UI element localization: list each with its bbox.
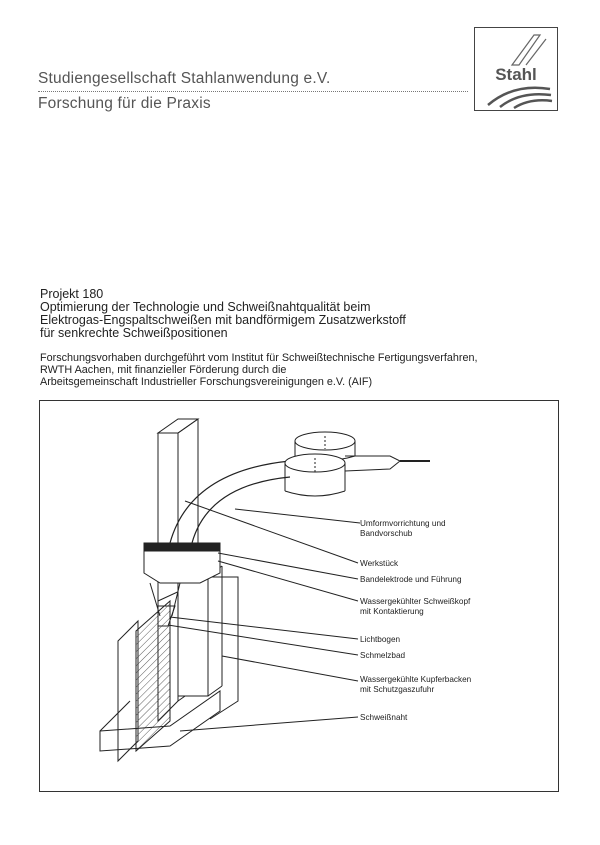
label-copper-jaws: Wassergekühlte Kupferbacken mit Schutzgaszufuhr xyxy=(360,675,472,694)
welding-diagram xyxy=(40,401,560,793)
header-divider xyxy=(38,91,468,92)
org-name: Studiengesellschaft Stahlanwendung e.V. xyxy=(38,70,331,87)
description-line: Arbeitsgemeinschaft Industrieller Forschungsvereinigungen e.V. (AIF) xyxy=(40,376,373,388)
project-title-line: Elektrogas-Engspaltschweißen mit bandförmigem Zusatzwerkstoff xyxy=(40,313,406,327)
project-title-line: Optimierung der Technologie und Schweißnahtqualität beim xyxy=(40,300,371,314)
label-workpiece: Werkstück xyxy=(360,559,399,568)
project-block xyxy=(40,288,406,340)
description-line: RWTH Aachen, mit finanzieller Förderung durch die xyxy=(40,364,287,376)
org-subtitle: Forschung für die Praxis xyxy=(38,95,211,112)
copper-jaw xyxy=(178,576,208,696)
description-block xyxy=(40,352,478,388)
stahl-logo xyxy=(474,27,558,111)
workpiece-left-plate xyxy=(118,621,138,761)
project-number: Projekt 180 xyxy=(40,287,104,301)
label-arc: Lichtbogen xyxy=(360,635,401,644)
label-band-electrode: Bandelektrode und Führung xyxy=(360,575,462,584)
label-weld-pool: Schmelzbad xyxy=(360,651,406,660)
figure-box xyxy=(39,400,559,792)
project-title-line: für senkrechte Schweißpositionen xyxy=(40,326,228,340)
label-welding-head: Wassergekühlter Schweißkopf mit Kontaktierung xyxy=(360,597,471,616)
description-line: Forschungsvorhaben durchgeführt vom Institut für Schweißtechnische Fertigungsverfahren, xyxy=(40,352,478,364)
label-forming-device: Umformvorrichtung und Bandvorschub xyxy=(360,519,446,538)
logo-text: Stahl xyxy=(495,65,537,84)
welding-head xyxy=(144,549,220,583)
label-weld-seam: Schweißnaht xyxy=(360,713,408,722)
